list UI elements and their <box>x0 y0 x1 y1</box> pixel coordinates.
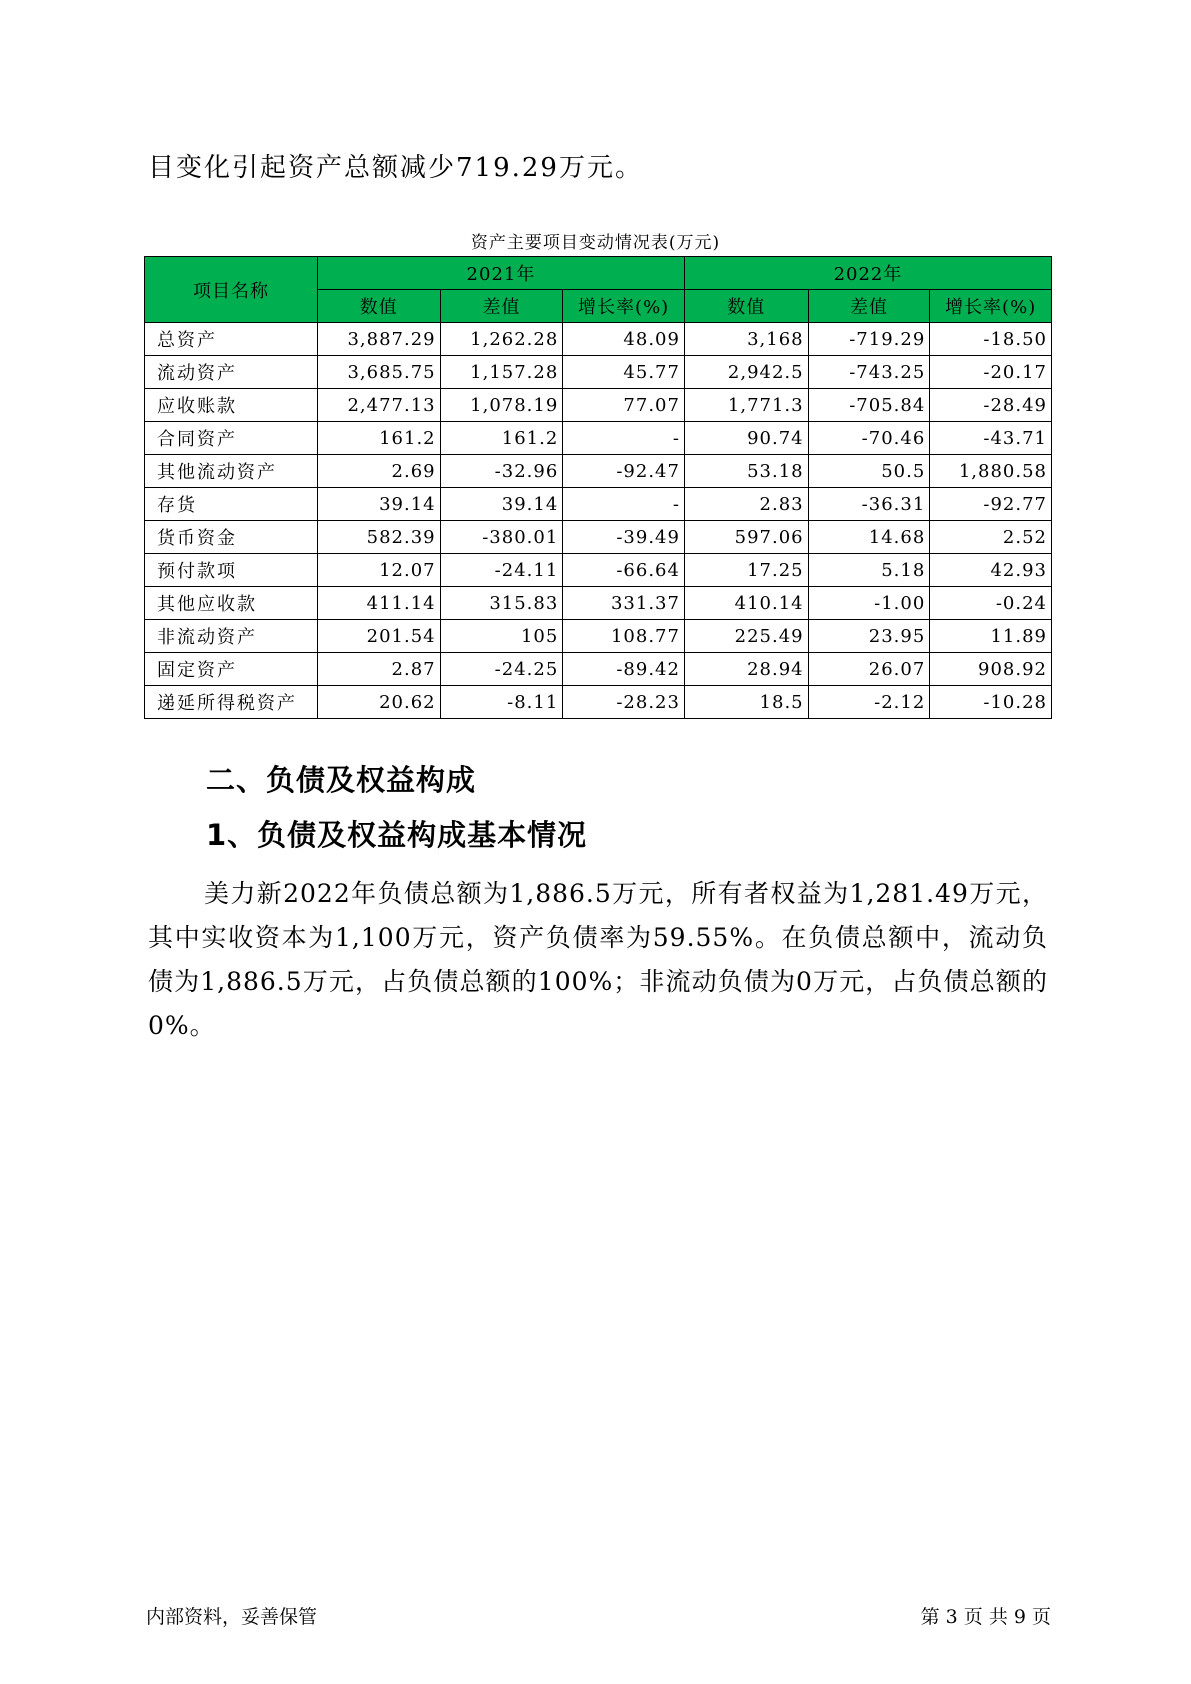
table-cell: 26.07 <box>808 653 930 686</box>
table-row <box>145 422 1052 455</box>
table-row <box>145 653 1052 686</box>
table-cell: 1,771.3 <box>684 389 808 422</box>
table-cell: 908.92 <box>930 653 1052 686</box>
table-row <box>145 455 1052 488</box>
table-cell: -39.49 <box>563 521 685 554</box>
year-2021-header: 2021年 <box>317 257 684 290</box>
table-cell: 411.14 <box>317 587 440 620</box>
table-cell: 161.2 <box>440 422 563 455</box>
table-cell: 23.95 <box>808 620 930 653</box>
row-item-name: 合同资产 <box>145 422 318 455</box>
table-cell: 1,157.28 <box>440 356 563 389</box>
table-cell: 3,685.75 <box>317 356 440 389</box>
row-item-name: 流动资产 <box>145 356 318 389</box>
table-row <box>145 521 1052 554</box>
asset-change-table <box>144 256 1052 719</box>
year-2022-header: 2022年 <box>684 257 1051 290</box>
row-item-name: 固定资产 <box>145 653 318 686</box>
table-row <box>145 488 1052 521</box>
table-cell: -92.77 <box>930 488 1052 521</box>
table-cell: -705.84 <box>808 389 930 422</box>
table-cell: 50.5 <box>808 455 930 488</box>
table-cell: 1,078.19 <box>440 389 563 422</box>
table-cell: -28.23 <box>563 686 685 719</box>
table-cell: 2,477.13 <box>317 389 440 422</box>
table-cell: -2.12 <box>808 686 930 719</box>
table-cell: 28.94 <box>684 653 808 686</box>
table-cell: 1,880.58 <box>930 455 1052 488</box>
row-item-name: 总资产 <box>145 323 318 356</box>
col-header: 数值 <box>317 290 440 323</box>
row-item-name: 其他应收款 <box>145 587 318 620</box>
table-row <box>145 620 1052 653</box>
table-cell: -66.64 <box>563 554 685 587</box>
row-item-name: 应收账款 <box>145 389 318 422</box>
row-item-name: 预付款项 <box>145 554 318 587</box>
table-cell: -8.11 <box>440 686 563 719</box>
table-cell: -719.29 <box>808 323 930 356</box>
table-cell: 77.07 <box>563 389 685 422</box>
table-cell: 582.39 <box>317 521 440 554</box>
table-cell: 2.52 <box>930 521 1052 554</box>
table-cell: 90.74 <box>684 422 808 455</box>
table-cell: 161.2 <box>317 422 440 455</box>
subsection-heading: 1、负债及权益构成基本情况 <box>206 818 588 852</box>
table-cell: -24.11 <box>440 554 563 587</box>
table-cell: -36.31 <box>808 488 930 521</box>
table-cell: 14.68 <box>808 521 930 554</box>
col-header: 差值 <box>440 290 563 323</box>
table-cell: 201.54 <box>317 620 440 653</box>
table-row <box>145 323 1052 356</box>
table-cell: 597.06 <box>684 521 808 554</box>
table-row <box>145 686 1052 719</box>
table-cell: 2.83 <box>684 488 808 521</box>
table-cell: -10.28 <box>930 686 1052 719</box>
table-caption: 资产主要项目变动情况表(万元) <box>470 233 721 253</box>
row-item-name: 非流动资产 <box>145 620 318 653</box>
header-row-years <box>145 257 1052 290</box>
intro-line: 目变化引起资产总额减少719.29万元。 <box>148 153 643 183</box>
col-header: 数值 <box>684 290 808 323</box>
table-cell: 315.83 <box>440 587 563 620</box>
table-cell: 331.37 <box>563 587 685 620</box>
table-cell: - <box>563 488 685 521</box>
col-header: 增长率(%) <box>563 290 685 323</box>
table-cell: -92.47 <box>563 455 685 488</box>
item-name-header: 项目名称 <box>145 257 318 323</box>
table-cell: 53.18 <box>684 455 808 488</box>
table-cell: 2.87 <box>317 653 440 686</box>
table-cell: -743.25 <box>808 356 930 389</box>
liability-paragraph: 美力新2022年负债总额为1,886.5万元，所有者权益为1,281.49万元，其中实收资本为1,100万元，资产负债率为59.55%。在负债总额中，流动负债为1,886.5万元，占负债总额的100%；非流动负债为0万元，占负债总额的0%。 <box>148 879 1048 1040</box>
table-cell: 48.09 <box>563 323 685 356</box>
row-item-name: 存货 <box>145 488 318 521</box>
table-cell: -0.24 <box>930 587 1052 620</box>
row-item-name: 货币资金 <box>145 521 318 554</box>
table-body <box>145 323 1052 719</box>
table-cell: -89.42 <box>563 653 685 686</box>
table-row <box>145 389 1052 422</box>
table-cell: 1,262.28 <box>440 323 563 356</box>
table-cell: -1.00 <box>808 587 930 620</box>
table-cell: -28.49 <box>930 389 1052 422</box>
table-row <box>145 356 1052 389</box>
table-cell: 410.14 <box>684 587 808 620</box>
table-cell: 2.69 <box>317 455 440 488</box>
table-cell: 3,887.29 <box>317 323 440 356</box>
table-cell: 12.07 <box>317 554 440 587</box>
table-cell: 2,942.5 <box>684 356 808 389</box>
table-cell: 17.25 <box>684 554 808 587</box>
table-cell: -20.17 <box>930 356 1052 389</box>
table-cell: -32.96 <box>440 455 563 488</box>
table-cell: 18.5 <box>684 686 808 719</box>
table-cell: -18.50 <box>930 323 1052 356</box>
table-cell: - <box>563 422 685 455</box>
row-item-name: 递延所得税资产 <box>145 686 318 719</box>
table-cell: 39.14 <box>440 488 563 521</box>
col-header: 增长率(%) <box>930 290 1052 323</box>
table-cell: 11.89 <box>930 620 1052 653</box>
col-header: 差值 <box>808 290 930 323</box>
table-cell: -70.46 <box>808 422 930 455</box>
table-row <box>145 554 1052 587</box>
table-cell: 39.14 <box>317 488 440 521</box>
table-cell: 5.18 <box>808 554 930 587</box>
table-cell: 42.93 <box>930 554 1052 587</box>
section-heading: 二、负债及权益构成 <box>206 763 477 797</box>
table-cell: 108.77 <box>563 620 685 653</box>
table-cell: 225.49 <box>684 620 808 653</box>
table-cell: 20.62 <box>317 686 440 719</box>
table-cell: 45.77 <box>563 356 685 389</box>
footer-confidential: 内部资料，妥善保管 <box>146 1606 318 1628</box>
table-cell: -43.71 <box>930 422 1052 455</box>
table-cell: -380.01 <box>440 521 563 554</box>
table-cell: -24.25 <box>440 653 563 686</box>
footer-page-number: 第 3 页 共 9 页 <box>920 1606 1051 1628</box>
table-cell: 105 <box>440 620 563 653</box>
table-row <box>145 587 1052 620</box>
table-cell: 3,168 <box>684 323 808 356</box>
row-item-name: 其他流动资产 <box>145 455 318 488</box>
